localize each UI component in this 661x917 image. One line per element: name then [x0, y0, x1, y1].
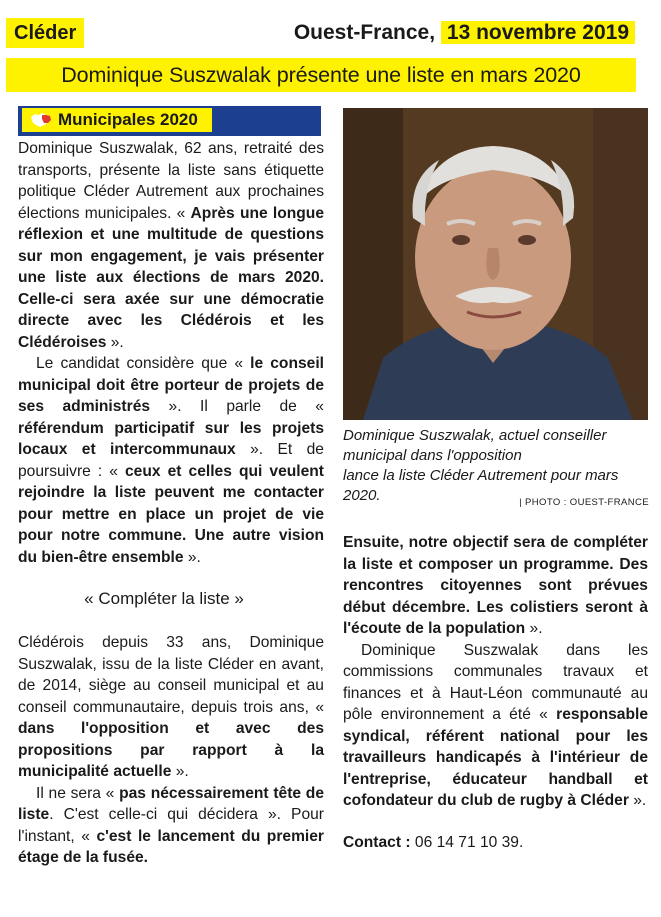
quote-text: ceux et celles qui veulent rejoindre la liste peuvent me contacter pour mettre en place un projet de vie pour notre commune. Une autre vision du bien-être ensemble	[18, 462, 324, 566]
rubric-title: Municipales 2020	[58, 110, 198, 129]
paragraph-text: Il ne sera «	[36, 784, 120, 802]
paragraph-text: ». Et de poursuivre : «	[18, 441, 324, 480]
caption-line: lance la liste Cléder Autrement pour mars 2020.	[343, 467, 619, 504]
source-line	[294, 18, 635, 48]
article-paragraph	[18, 353, 324, 568]
paragraph-text: ».	[171, 763, 189, 780]
article-paragraph	[343, 640, 648, 812]
subheading: « Compléter la liste »	[84, 589, 244, 608]
contact-label: Contact :	[343, 833, 411, 851]
paragraph-text: . C'est celle-ci qui décidera ». Pour l'instant, «	[18, 806, 324, 845]
article-paragraph	[18, 138, 324, 353]
caption-line: Dominique Suszwalak, actuel conseiller municipal dans l'opposition	[343, 427, 607, 464]
quote-text: responsable syndical, référent national pour les travailleurs handicapés à l'intérieur de l'entreprise, éducateur handball et cofondateur du club de rugby à Cléder	[343, 706, 648, 809]
paragraph-text: Dominique Suszwalak dans les commissions communales travaux et finances et à Haut-Léon communauté au pôle environnement a été «	[343, 641, 648, 723]
paragraph-text: ».	[183, 548, 201, 566]
quote-text: Après une longue réflexion et une multitude de questions sur mon engagement, je vais présenter une liste aux élections de mars 2020. Celle-ci sera axée sur une démocratie directe avec les Clédérois et les Clédéroises	[18, 204, 324, 351]
article-left-column	[18, 138, 324, 869]
portrait-photo	[343, 108, 648, 420]
quote-text: référendum participatif sur les projets locaux et intercommunaux	[18, 419, 324, 458]
quote-text: le conseil municipal doit être porteur de projets de ses administrés	[18, 355, 324, 415]
paragraph-text: ». Il parle de «	[150, 398, 324, 415]
paragraph-text: ».	[525, 620, 543, 637]
contact-line	[343, 832, 648, 854]
photo-caption	[343, 426, 635, 506]
quote-text: Ensuite, notre objectif sera de compléter la liste et composer un programme. Des rencontres citoyennes sont prévues début décembre. Les colistiers seront à l'écoute de la population	[343, 534, 648, 637]
quote-text: c'est le lancement du premier étage de la fusée.	[18, 827, 325, 866]
article-paragraph	[18, 632, 324, 783]
rubric-label-box	[22, 108, 212, 132]
headline: Dominique Suszwalak présente une liste en mars 2020	[6, 58, 636, 92]
town-label: Cléder	[6, 18, 84, 48]
photo-credit: | PHOTO : OUEST-FRANCE	[519, 497, 649, 508]
paragraph-text: Le candidat considère que «	[36, 355, 251, 372]
brittany-map-icon	[30, 111, 52, 129]
portrait-illustration	[343, 108, 648, 420]
quote-text: pas nécessairement tête de liste	[18, 784, 325, 823]
newspaper-name: Ouest-France,	[293, 21, 436, 44]
quote-text: dans l'opposition et avec des propositions par rapport à la municipalité actuelle	[18, 720, 324, 780]
paragraph-text: Dominique Suszwalak, 62 ans, retraité des transports, présente la liste sans étiquette politique Cléder Autrement aux prochaines élections municipales. «	[18, 140, 324, 222]
contact-number: 06 14 71 10 39.	[410, 833, 524, 851]
paragraph-text: ».	[106, 333, 124, 351]
rubric-banner	[18, 106, 321, 136]
paragraph-text: ».	[628, 792, 647, 809]
publication-date: 13 novembre 2019	[441, 21, 635, 44]
article-paragraph	[18, 783, 324, 869]
article-right-column	[343, 532, 648, 853]
article-paragraph	[343, 532, 648, 640]
paragraph-text: Clédérois depuis 33 ans, Dominique Suszwalak, issu de la liste Cléder en avant, de 2014, siège au conseil municipal et au conseil communautaire, depuis trois ans, «	[18, 634, 324, 716]
